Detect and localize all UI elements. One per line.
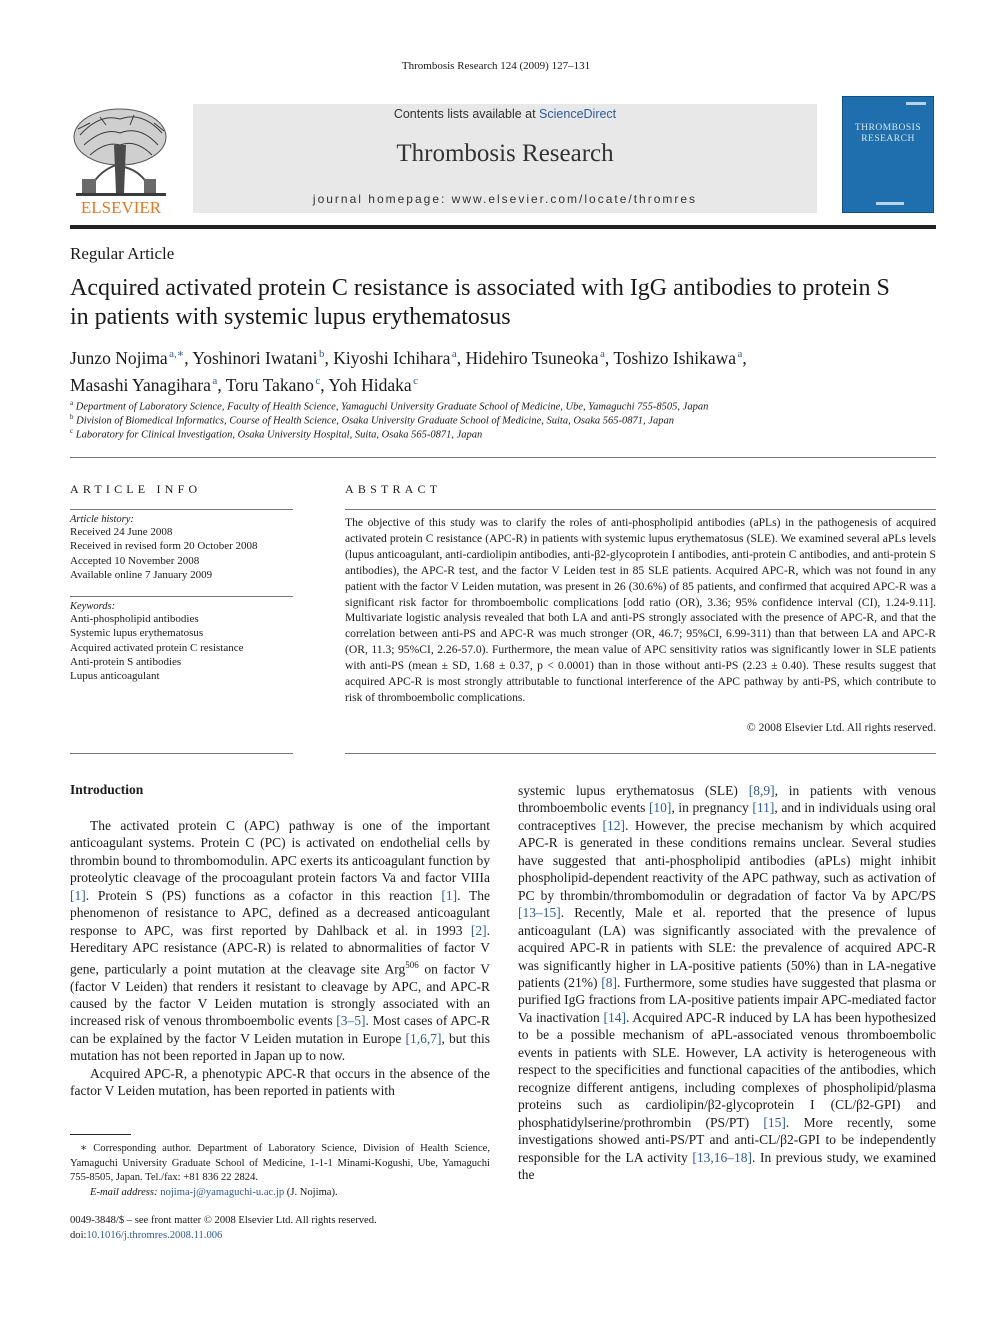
author-name[interactable]: Toshizo Ishikawa bbox=[613, 347, 737, 368]
citation-link[interactable]: [15] bbox=[763, 1114, 786, 1130]
author-affil-mark[interactable]: a bbox=[737, 348, 743, 360]
section-heading-introduction: Introduction bbox=[70, 782, 144, 797]
masthead-box bbox=[193, 104, 817, 213]
affiliation-c: $^c$ Laboratory for Clinical Investigation, Osaka University Hospital, Suita, Osaka 565-0871, Japan bbox=[70, 427, 483, 441]
text-run: , in patients with venous thromboembolic events bbox=[518, 783, 936, 816]
text-run: . Furthermore, some studies have suggested that plasma or purified IgG fractions from LA-positive patients impair APC-mediated factor Va inactivation bbox=[518, 974, 936, 1025]
cover-title: THROMBOSIS RESEARCH bbox=[854, 123, 922, 144]
text-run: . More recently, some investigations showed anti-PS/PT and anti-CL/β2-GPI to be independently responsible for the LA activity bbox=[518, 1114, 936, 1165]
text-run: . In previous study, we examined the bbox=[518, 1149, 936, 1182]
text-run: . Protein S (PS) functions as a cofactor in this reaction bbox=[85, 887, 442, 903]
journal-title: Thrombosis Research bbox=[396, 140, 614, 167]
author-affil-mark[interactable]: c bbox=[315, 374, 321, 387]
article-type: Regular Article bbox=[70, 244, 175, 263]
email-link[interactable]: nojima-j@yamaguchi-u.ac.jp bbox=[160, 1186, 285, 1198]
elsevier-logo[interactable] bbox=[70, 105, 172, 217]
keyword-item: Systemic lupus erythematosus bbox=[70, 627, 204, 640]
author-name[interactable]: Hidehiro Tsuneoka bbox=[465, 347, 599, 368]
author-name[interactable]: Kiyoshi Ichihara bbox=[333, 347, 451, 368]
doi-link[interactable]: 10.1016/j.thromres.2008.11.006 bbox=[86, 1229, 223, 1241]
running-head: Thrombosis Research 124 (2009) 127–131 bbox=[401, 60, 591, 72]
citation-link[interactable]: [12] bbox=[602, 817, 626, 833]
author-line-2: Masashi Yanagihara $^a$, Toru Takano $^c$, Yoh Hidaka $^c$ bbox=[70, 374, 418, 395]
citation-link[interactable]: [1] bbox=[441, 887, 458, 903]
body-column-left bbox=[70, 817, 490, 1100]
author-affil-mark[interactable]: a bbox=[600, 348, 605, 360]
text-run: . Recently, Male et al. reported that the presence of lupus anticoagulant (LA) was significantly associated with the prevalence of acquired APC-R in patients with SLE: the prevalence of acquired APC-R was significantly higher in LA-positive patients (50%) than in LA-negative patients (21%) bbox=[518, 905, 936, 990]
citation-link[interactable]: [14] bbox=[603, 1009, 626, 1025]
cover-issn-mark bbox=[906, 102, 926, 105]
author-name[interactable]: Yoh Hidaka bbox=[328, 374, 412, 395]
article-info-bottom-rule bbox=[70, 753, 293, 754]
keyword-item: Anti-phospholipid antibodies bbox=[70, 613, 199, 625]
text-run: , but this mutation has not been reported in Japan up to now. bbox=[70, 1030, 490, 1064]
abstract-text: The objective of this study was to clarify the roles of anti-phospholipid antibodies (aPLs) in the pathogenesis of acquired activated protein C resistance (APC-R) in patients with systemic lupus erythematosus (SLE). We examined several aPLs levels (lupus anticoagulant, anti-cardiolipin antibodies, anti-β2-glycoprotein I antibodies, anti-protein C antibodies, and anti-protein S antibodies), the APC-R test, and the factor V Leiden test in 85 SLE patients. Acquired APC-R, which was not found in any patient with the factor V Leiden mutation, was present in 26 (30.6%) of 85 patients, and confirmed that acquired APC-R was a significant risk factor for thromboembolic complications [odd ratio (OR), 3.36; 95% confidence interval (CI), 1.24-9.11]. Multivariate logistic analysis revealed that both LA and anti-PS strongly associated with the presence of APC-R, and that the correlation between anti-PS and APC-R was much stronger (OR, 46.7; 95%CI, 6.99-311) than that between LA and APC-R (OR, 11.3; 95%CI, 2.26-57.0). Furthermore, the mean value of APC sensitivity ratios was significantly lower in SLE patients with anti-PS (mean ± SD, 1.68 ± 0.37, p < 0.0001) than in those without anti-PS (2.23 ± 0.40). These results suggest that acquired APC-R is most strongly attributable to functional interference of the APC pathway by anti-PS, which contribute to risk of thromboembolic complications. bbox=[345, 516, 936, 704]
journal-homepage[interactable]: journal homepage: www.elsevier.com/locate/thromres bbox=[312, 192, 698, 206]
author-name[interactable]: Toru Takano bbox=[225, 374, 314, 395]
citation-link[interactable]: [2] bbox=[470, 922, 487, 938]
history-item: Accepted 10 November 2008 bbox=[70, 554, 200, 567]
author-name[interactable]: Junzo Nojima bbox=[70, 347, 168, 368]
corresponding-author-footnote: ∗ Corresponding author. Department of Laboratory Science, Division of Health Science, Yamaguchi University Graduate School of Medicine, 1-1-1 Minami-Kogushi, Ube, Yamaguchi 755-8505, Japan. Tel./fax: +81 836 22 2824. E-mail address: nojima-j@yamaguchi-u.ac.jp (J. Nojima). bbox=[70, 1143, 490, 1198]
citation-link[interactable]: [11] bbox=[752, 800, 775, 816]
author-list bbox=[70, 343, 950, 397]
issn-line: 0049-3848/$ – see front matter © 2008 Elsevier Ltd. All rights reserved. bbox=[70, 1215, 377, 1226]
text-run: . Acquired APC-R induced by LA has been hypothesized to be a possible mechanism of aPL-associated venous thromboembolic events in patients with SLE. However, LA activity is heterogeneous with respect to the specificities and functional capacities of the antibodies, which recognize different antigens, including complexes of phospholipid/plasma proteins such as cardiolipin/β2-glycoprotein I (CL/β2-GPI) and phosphatidylserine/prothrombin (PS/PT) bbox=[518, 1009, 936, 1130]
keyword-item: Lupus anticoagulant bbox=[70, 670, 160, 683]
contents-line: Contents lists available at ScienceDirect bbox=[393, 107, 617, 121]
footnote-rule bbox=[70, 1134, 131, 1135]
cover-footer-mark bbox=[876, 202, 904, 205]
citation-link[interactable]: [10] bbox=[648, 800, 672, 816]
text-run: , and in individuals using oral contraceptives bbox=[518, 800, 936, 833]
sciencedirect-link[interactable]: ScienceDirect bbox=[539, 107, 617, 121]
abstract-bottom-rule bbox=[345, 753, 936, 754]
citation-link[interactable]: [8,9] bbox=[748, 783, 775, 798]
text-run: . Hereditary APC resistance (APC-R) is related to abnormalities of factor V gene, particularly a point mutation at the cleavage site Arg bbox=[70, 922, 490, 977]
keyword-item: Acquired activated protein C resistance bbox=[70, 641, 244, 654]
history-item: Received in revised form 20 October 2008 bbox=[70, 540, 258, 553]
keyword-item: Anti-protein S antibodies bbox=[70, 655, 182, 668]
citation-link[interactable]: [13–15] bbox=[518, 905, 561, 921]
superscript: 506 bbox=[405, 959, 419, 970]
author-affil-mark[interactable]: b bbox=[318, 348, 325, 360]
text-run: on factor V (factor V Leiden) that renders it resistant to cleavage by APC, and APC-R caused by the factor V Leiden mutation is strongly associated with an increased risk of venous thromboembolic events bbox=[70, 961, 490, 1029]
keywords-rule bbox=[70, 596, 293, 597]
article-info-heading: ARTICLE INFO bbox=[70, 482, 202, 496]
text-run: . Most cases of APC-R can be explained by the factor V Leiden mutation in Europe bbox=[70, 1013, 490, 1046]
citation-link[interactable]: [3–5] bbox=[336, 1013, 366, 1029]
masthead-rule bbox=[70, 225, 936, 229]
abstract-copyright: © 2008 Elsevier Ltd. All rights reserved. bbox=[746, 721, 936, 734]
affiliation-a: $^a$ Department of Laboratory Science, Faculty of Health Science, Yamaguchi University Graduate School of Medicine, Ube, Yamaguchi 755-8505, Japan bbox=[70, 399, 709, 413]
article-info-rule bbox=[70, 509, 293, 510]
doi-line: doi:10.1016/j.thromres.2008.11.006 bbox=[70, 1229, 223, 1241]
article-title: Acquired activated protein C resistance is associated with IgG antibodies to protein S in patients with systemic lupus erythematosus bbox=[70, 275, 890, 330]
author-affil-mark[interactable]: c bbox=[413, 374, 418, 387]
text-run: Acquired APC-R, a phenotypic APC-R that occurs in the absence of the factor V Leiden mutation, has been reported in patients with bbox=[70, 1065, 490, 1099]
article-history: Article history: Received 24 June 2008 Received in revised form 20 October 2008 Accepted 10 November 2008 Available online 7 January 2009 bbox=[70, 514, 293, 582]
text-run: . The phenomenon of resistance to APC, defined as a decreased anticoagulant response to APC, was first reported by Dahlback et al. in 1993 bbox=[70, 887, 490, 938]
body-column-right bbox=[518, 782, 936, 1183]
intro-paragraph-2-start bbox=[70, 1065, 490, 1100]
author-name[interactable]: Yoshinori Iwatani bbox=[192, 347, 318, 368]
elsevier-wordmark: ELSEVIER bbox=[80, 198, 162, 217]
citation-link[interactable]: [1] bbox=[70, 887, 86, 903]
author-affil-mark[interactable]: a bbox=[451, 348, 457, 360]
abstract-rule bbox=[345, 509, 936, 510]
citation-link[interactable]: [8] bbox=[601, 974, 618, 990]
intro-paragraph-2-continued bbox=[518, 782, 936, 1183]
author-affil-mark[interactable]: a,∗ bbox=[169, 348, 185, 360]
history-item: Available online 7 January 2009 bbox=[70, 568, 213, 581]
author-line-1: Junzo Nojima $^{a,∗}$, Yoshinori Iwatani $^b$, Kiyoshi Ichihara $^a$, Hidehiro Tsuneoka $^a$, Toshizo Ishikawa $^a$, bbox=[70, 347, 747, 368]
author-name[interactable]: Masashi Yanagihara bbox=[70, 374, 211, 395]
author-affil-mark[interactable]: a bbox=[212, 374, 218, 387]
front-matter-info bbox=[70, 1214, 377, 1243]
elsevier-tree-icon bbox=[70, 105, 172, 217]
journal-cover[interactable] bbox=[842, 96, 934, 213]
keywords: Keywords: Anti-phospholipid antibodies Systemic lupus erythematosus Acquired activated protein C resistance Anti-protein S antibodies Lupus anticoagulant bbox=[70, 601, 293, 683]
citation-link[interactable]: [1,6,7] bbox=[405, 1030, 442, 1046]
citation-link[interactable]: [13,16–18] bbox=[692, 1149, 752, 1165]
history-item: Received 24 June 2008 bbox=[70, 526, 173, 538]
header-rule bbox=[70, 457, 936, 458]
text-run: systemic lupus erythematosus (SLE) bbox=[518, 783, 749, 798]
text-run: , in pregnancy bbox=[671, 800, 753, 816]
text-run: . However, the precise mechanism by which acquired APC-R is generated in these conditions remains unclear. Several studies have suggested that anti-phospholipid antibodies (aPLs) might inhibit phospholipid-dependent reactivity of the APC pathway, such as activation of PC by thrombin/thrombomodulin or degradation of factor Va by APC/PS bbox=[518, 817, 936, 903]
text-run: The activated protein C (APC) pathway is one of the important anticoagulant systems. Protein C (PC) is activated on endothelial cells by thrombin bound to thrombomodulin. APC exerts its anticoagulant function by proteolytic cleavage of the procoagulant protein factors Va and factor VIIIa bbox=[70, 818, 490, 886]
affiliation-b: $^b$ Division of Biomedical Informatics, Course of Health Science, Osaka University Graduate School of Medicine, Suita, Osaka 565-0871, Japan bbox=[70, 413, 674, 427]
abstract-heading: ABSTRACT bbox=[345, 482, 442, 496]
intro-paragraph-1 bbox=[70, 817, 490, 1065]
